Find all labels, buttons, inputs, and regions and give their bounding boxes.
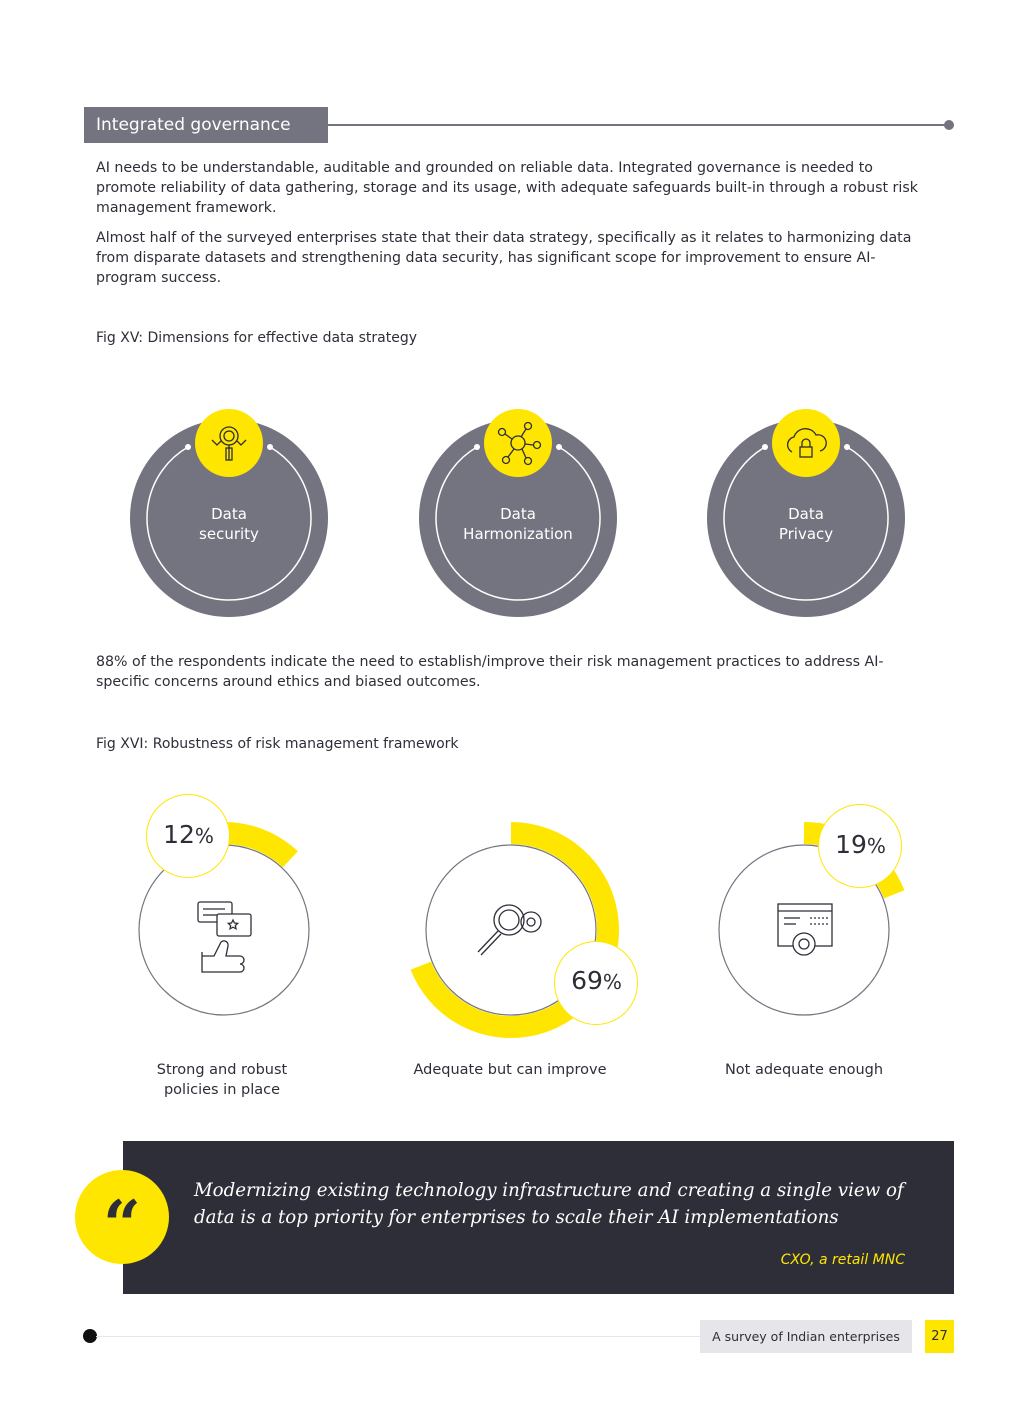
pct-value: 69: [571, 966, 603, 995]
thumbs-up-chat-icon: [198, 902, 251, 972]
fig16-title: Fig XVI: Robustness of risk management framework: [96, 736, 459, 752]
fig15-graphic: [0, 0, 1024, 640]
quote-mark-icon: “: [103, 1186, 141, 1264]
pct-not-adequate: [818, 830, 903, 859]
label-line: Data: [788, 505, 824, 523]
footer-divider: [96, 1336, 700, 1337]
browser-gear-icon: [778, 904, 832, 955]
quote-attribution: CXO, a retail MNC: [780, 1252, 905, 1268]
fig15-label-privacy: [726, 504, 886, 544]
pct-adequate: [554, 966, 639, 995]
label-line: policies in place: [163, 1082, 281, 1098]
fig15-label-harmonization: [438, 504, 598, 544]
fig16-label-strong: [112, 1060, 332, 1100]
page-number: 27: [925, 1320, 954, 1353]
pct-value: 12: [163, 820, 195, 849]
intro-paragraph-2: Almost half of the surveyed enterprises state that their data strategy, specifically as it relates to harmonizing data from disparate datasets and strengthening data security, has significant scope for improvement to ensure AI-program success.: [96, 230, 912, 286]
quote-text: Modernizing existing technology infrastructure and creating a single view of data is a top priority for enterprises to scale their AI implementations: [194, 1180, 904, 1228]
fig15-title: Fig XV: Dimensions for effective data strategy: [96, 330, 417, 346]
label-line: Privacy: [778, 525, 834, 543]
label-line: security: [199, 525, 259, 543]
pct-sign: %: [602, 970, 622, 994]
mid-paragraph: 88% of the respondents indicate the need to establish/improve their risk management practices to address AI-specific concerns around ethics and biased outcomes.: [96, 654, 884, 690]
intro-paragraph-1: AI needs to be understandable, auditable and grounded on reliable data. Integrated governance is needed to promote reliability of data gathering, storage and its usage, with adequate safeguards built-in through a robust risk management framework.: [96, 160, 918, 216]
fig15-label-security: [149, 504, 309, 544]
label-line: Harmonization: [463, 525, 573, 543]
section-title: Integrated governance: [84, 107, 328, 143]
pct-value: 19: [835, 830, 867, 859]
label-line: Strong and robust: [156, 1062, 288, 1078]
label-line: Data: [211, 505, 247, 523]
pct-strong: [146, 820, 231, 849]
pct-sign: %: [866, 834, 886, 858]
label-line: Not adequate enough: [724, 1062, 884, 1078]
label-line: Adequate but can improve: [413, 1062, 607, 1078]
magnifier-gear-icon: [478, 905, 541, 955]
footer-dot: [83, 1329, 97, 1343]
pct-sign: %: [194, 824, 214, 848]
fig16-label-not-adequate: [694, 1060, 914, 1080]
label-line: Data: [500, 505, 536, 523]
fig16-label-adequate: [400, 1060, 620, 1080]
footer-label: A survey of Indian enterprises: [700, 1320, 912, 1353]
